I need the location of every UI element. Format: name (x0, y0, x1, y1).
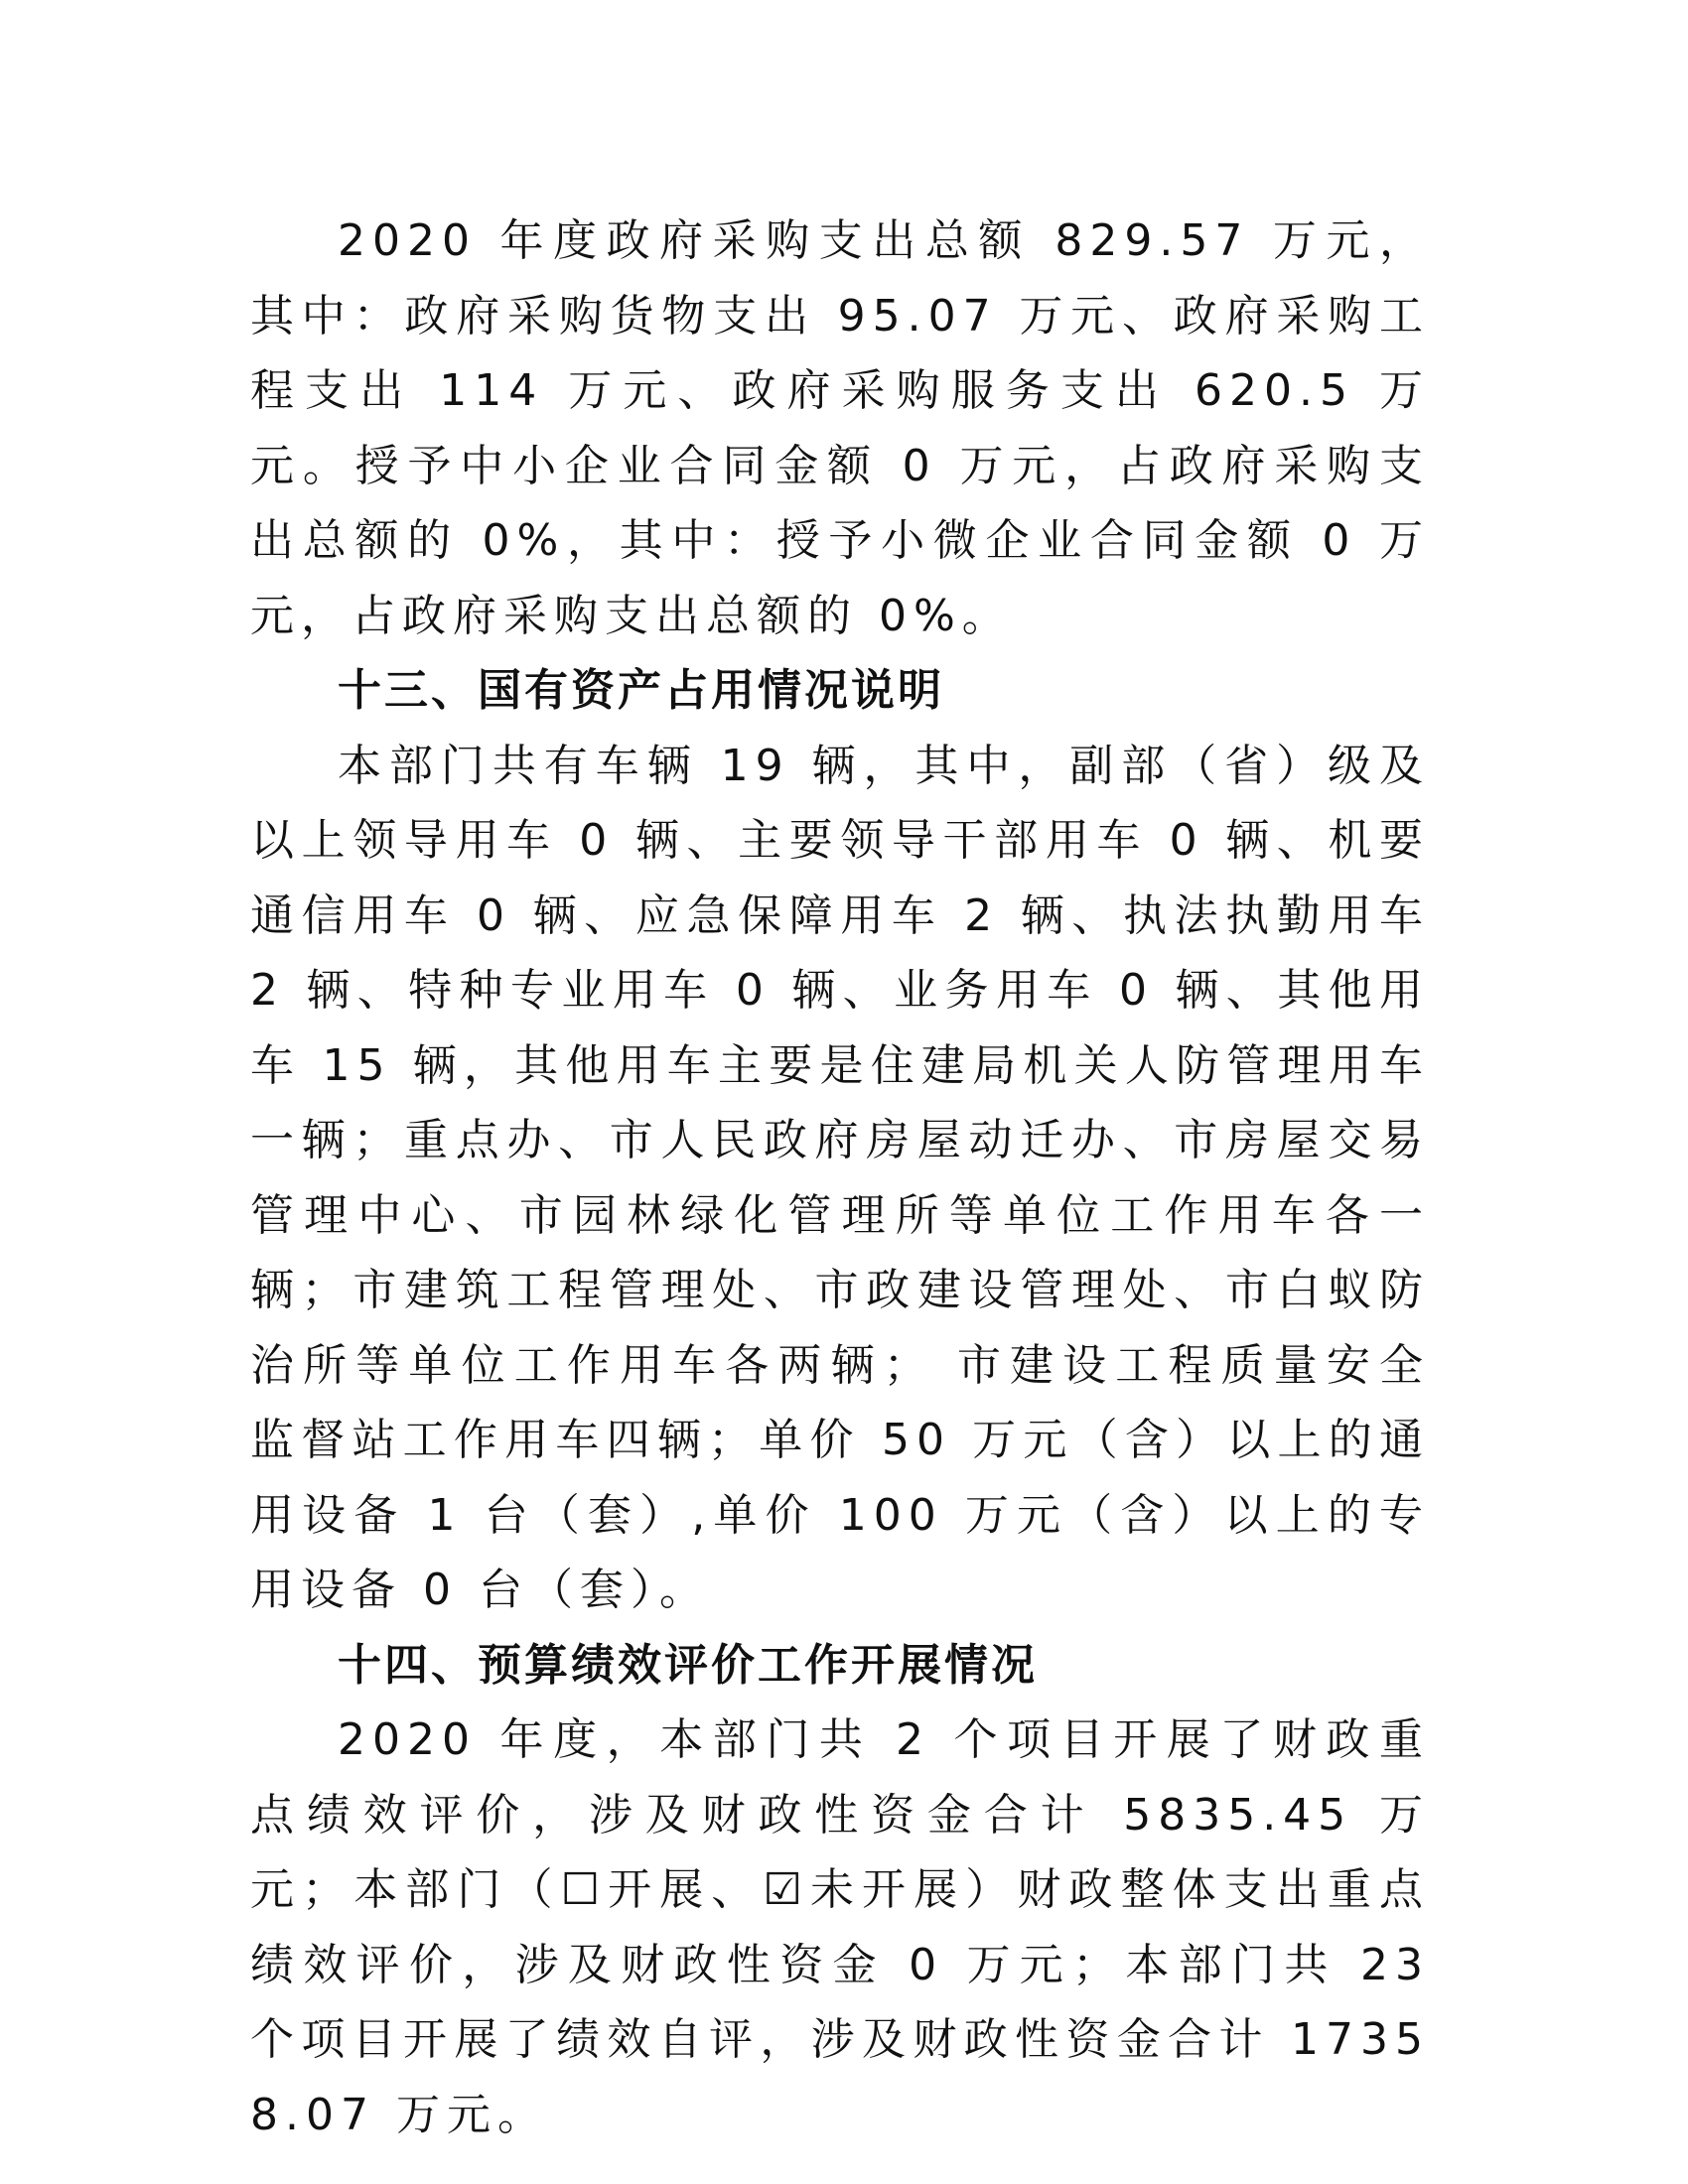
performance-evaluation-paragraph: 2020 年度，本部门共 2 个项目开展了财政重点绩效评价，涉及财政性资金合计 5835.45 万元；本部门（☐开展、☑未开展）财政整体支出重点绩效评价，涉及财政性资金 0 万元；本部门共 23 个项目开展了绩效自评，涉及财政性资金合计 17358.07 万元。 (250, 1714, 1430, 2140)
document-body (250, 204, 1430, 2152)
section-heading-state-assets: 十三、国有资产占用情况说明 (338, 665, 944, 716)
vehicles-assets-paragraph: 本部门共有车辆 19 辆，其中，副部（省）级及以上领导用车 0 辆、主要领导干部用车 0 辆、机要通信用车 0 辆、应急保障用车 2 辆、执法执勤用车 2 辆、特种专业用车 0 辆、业务用车 0 辆、其他用车 15 辆，其他用车主要是住建局机关人防管理用车一辆；重点办、市人民政府房屋动迁办、市房屋交易管理中心、市园林绿化管理所等单位工作用车各一辆；市建筑工程管理处、市政建设管理处、市白蚁防治所等单位工作用车各两辆； 市建设工程质量安全监督站工作用车四辆；单价 50 万元（含）以上的通用设备 1 台（套）,单价 100 万元（含）以上的专用设备 0 台（套）。 (250, 740, 1430, 1615)
section-heading-performance-evaluation: 十四、预算绩效评价工作开展情况 (338, 1639, 1038, 1691)
procurement-paragraph: 2020 年度政府采购支出总额 829.57 万元，其中：政府采购货物支出 95.07 万元、政府采购工程支出 114 万元、政府采购服务支出 620.5 万元。授予中小企业合同金额 0 万元，占政府采购支出总额的 0%，其中：授予小微企业合同金额 0 万元，占政府采购支出总额的 0%。 (250, 215, 1430, 641)
